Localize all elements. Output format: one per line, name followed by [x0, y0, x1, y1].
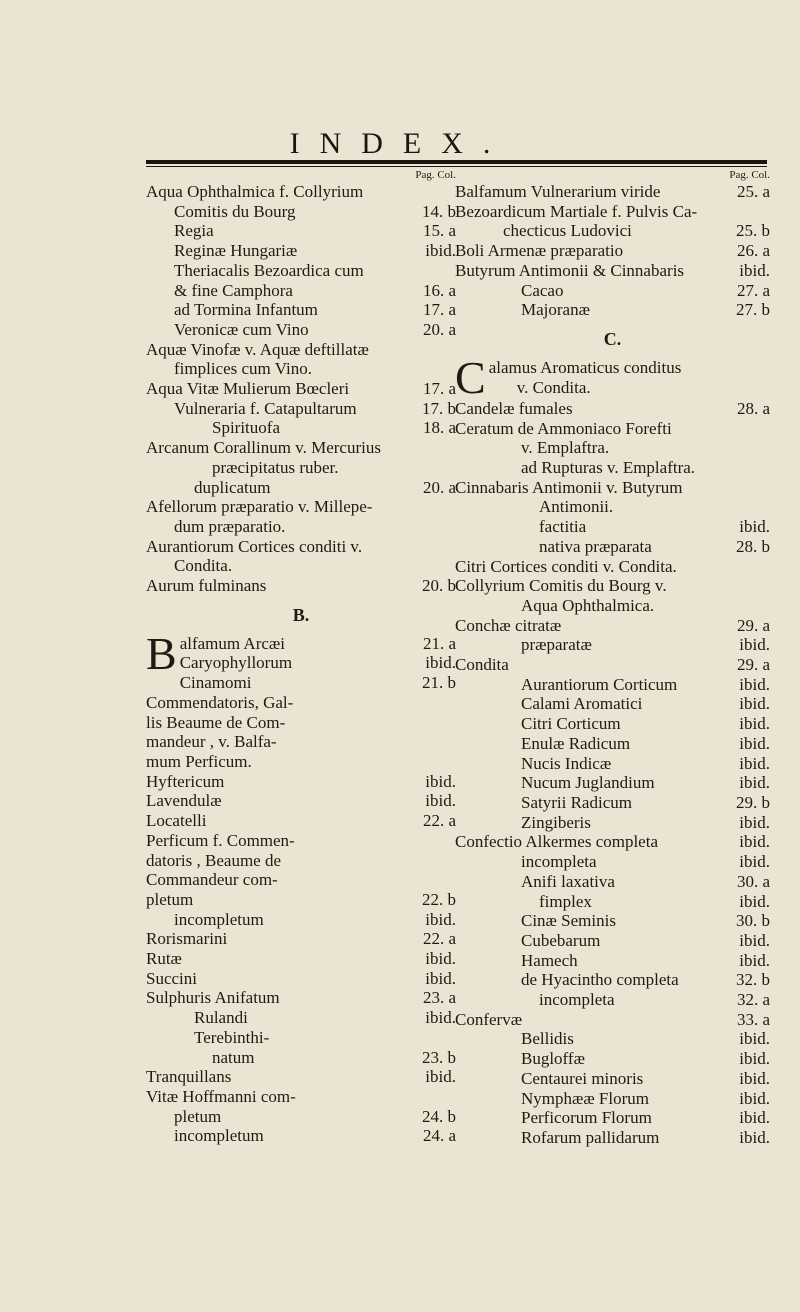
- entry-page-ref: ibid.: [739, 1068, 770, 1088]
- entry-text: pletum: [174, 1106, 222, 1126]
- index-entry: [455, 832, 770, 852]
- entry-page-ref: 29. a: [736, 615, 770, 635]
- entry-page-ref: ibid.: [425, 909, 456, 929]
- entry-page-ref: 24. a: [422, 1126, 456, 1146]
- entry-page-ref: 20. a: [422, 477, 456, 497]
- index-entry: [455, 537, 770, 557]
- entry-text: Zingiberis: [521, 812, 591, 832]
- entry-page-ref: 21. a: [422, 633, 456, 653]
- entry-text: Terebinthi-: [194, 1027, 270, 1047]
- index-entry: [146, 537, 456, 557]
- index-entry: [455, 675, 770, 695]
- index-entry: [146, 300, 456, 320]
- entry-page-ref: ibid.: [739, 517, 770, 537]
- entry-text: Spirituofa: [212, 418, 280, 438]
- index-entry: [455, 1010, 770, 1030]
- index-entry: [146, 1067, 456, 1087]
- entry-text: Cinæ Seminis: [521, 911, 616, 931]
- entry-page-ref: ibid.: [425, 968, 456, 988]
- entry-text: v. Emplaftra.: [521, 438, 610, 458]
- entry-text: Majoranæ: [521, 300, 590, 320]
- entry-text: incompletum: [174, 1126, 264, 1146]
- entry-text: factitia: [539, 517, 587, 537]
- left-column-heading: Pag. Col.: [415, 169, 456, 181]
- index-entry: [455, 1089, 770, 1109]
- entry-text: alamus Aromaticus conditus: [488, 357, 682, 377]
- right-entries-continued: [455, 399, 770, 1148]
- index-entry: [146, 478, 456, 498]
- entry-page-ref: 30. a: [736, 871, 770, 891]
- index-entry: [146, 693, 456, 713]
- entry-page-ref: ibid.: [739, 812, 770, 832]
- entry-text: Commandeur com-: [146, 870, 278, 890]
- page-title: INDEX.: [289, 127, 511, 160]
- entry-page-ref: 16. a: [422, 280, 456, 300]
- entry-page-ref: 20. a: [422, 319, 456, 339]
- entry-page-ref: ibid.: [739, 891, 770, 911]
- entry-page-ref: ibid.: [739, 1029, 770, 1049]
- entry-text: Cacao: [521, 280, 564, 300]
- entry-text: Hyftericum: [146, 771, 225, 791]
- entry-text: Antimonii.: [539, 497, 614, 517]
- entry-page-ref: ibid.: [739, 773, 770, 793]
- section-c-block: [455, 358, 770, 399]
- index-entry: [146, 241, 456, 261]
- entry-text: Locatelli: [146, 811, 207, 831]
- index-entry: [146, 1087, 456, 1107]
- index-entry: [455, 517, 770, 537]
- index-entry: [455, 813, 770, 833]
- entry-text: Confervæ: [455, 1009, 523, 1029]
- entry-page-ref: 22. b: [422, 889, 456, 909]
- entry-page-ref: 28. b: [736, 536, 770, 556]
- entry-text: Enulæ Radicum: [521, 733, 631, 753]
- index-entry: [146, 713, 456, 733]
- entry-page-ref: ibid.: [739, 930, 770, 950]
- entry-text: incompleta: [539, 990, 615, 1010]
- index-entry: [146, 182, 456, 202]
- entry-text: Comitis du Bourg: [174, 201, 296, 221]
- index-entry: [146, 752, 456, 772]
- index-entry: [455, 734, 770, 754]
- entry-text: Rutæ: [146, 949, 182, 969]
- index-entry: [455, 635, 770, 655]
- entry-text: Satyrii Radicum: [521, 792, 632, 812]
- entry-text: Theriacalis Bezoardica cum: [174, 260, 364, 280]
- index-entry: [455, 1108, 770, 1128]
- index-entry: [455, 793, 770, 813]
- entry-page-ref: ibid.: [739, 1108, 770, 1128]
- entry-page-ref: ibid.: [739, 635, 770, 655]
- entry-page-ref: ibid.: [739, 260, 770, 280]
- entry-text: præparatæ: [521, 635, 592, 655]
- entry-text: incompletum: [174, 909, 264, 929]
- entry-text: lis Beaume de Com-: [146, 712, 286, 732]
- entry-text: alfamum Arcæi: [179, 633, 285, 653]
- index-entry: [455, 1029, 770, 1049]
- entry-text: Commendatoris, Gal-: [146, 692, 294, 712]
- entry-text: Anifi laxativa: [521, 871, 615, 891]
- index-entry: [146, 1048, 456, 1068]
- entry-text: Cinnabaris Antimonii v. Butyrum: [455, 477, 683, 497]
- entry-page-ref: 29. a: [736, 655, 770, 675]
- entry-page-ref: 28. a: [736, 398, 770, 418]
- entry-text: Cubebarum: [521, 930, 601, 950]
- index-entry: [455, 892, 770, 912]
- index-entry: [146, 988, 456, 1008]
- entry-page-ref: ibid.: [739, 1088, 770, 1108]
- entry-page-ref: 32. b: [736, 970, 770, 990]
- entry-text: mandeur , v. Balfa-: [146, 732, 277, 752]
- entry-page-ref: 32. a: [736, 990, 770, 1010]
- index-entry: [455, 399, 770, 419]
- index-entry: [455, 497, 770, 517]
- index-entry: [455, 911, 770, 931]
- entry-page-ref: 27. b: [736, 300, 770, 320]
- entry-text: Aqua Vitæ Mulierum Bœcleri: [146, 379, 350, 399]
- header-rule-thin: [146, 166, 767, 167]
- entry-text: Succini: [146, 968, 197, 988]
- index-entry: [455, 182, 770, 202]
- section-b-initial: B: [146, 633, 177, 679]
- index-entry: [455, 990, 770, 1010]
- index-entry: [146, 261, 456, 281]
- index-entry: [455, 557, 770, 577]
- index-entry: [146, 221, 456, 241]
- index-entry: [489, 358, 770, 378]
- entry-text: natum: [212, 1047, 255, 1067]
- entry-text: Conchæ citratæ: [455, 615, 562, 635]
- index-entry: [455, 1049, 770, 1069]
- entry-page-ref: 20. b: [422, 576, 456, 596]
- index-entry: [455, 241, 770, 261]
- right-column: [455, 168, 770, 1148]
- entry-page-ref: ibid.: [739, 733, 770, 753]
- index-entry: [455, 931, 770, 951]
- entry-text: datoris , Beaume de: [146, 850, 282, 870]
- entry-text: nativa præparata: [539, 536, 652, 556]
- index-entry: [180, 634, 456, 654]
- index-entry: [455, 576, 770, 596]
- index-entry: [455, 773, 770, 793]
- entry-text: Cinamomi: [179, 673, 252, 693]
- header-rule-thick: [146, 160, 767, 164]
- entry-page-ref: 26. a: [736, 241, 770, 261]
- entry-text: Perficum f. Commen-: [146, 830, 295, 850]
- entry-page-ref: ibid.: [739, 753, 770, 773]
- index-entry: [489, 378, 770, 398]
- entry-text: Rofarum pallidarum: [521, 1127, 660, 1147]
- index-entry: [146, 811, 456, 831]
- entry-text: Citri Cortices conditi v. Condita.: [455, 556, 677, 576]
- entry-page-ref: ibid.: [425, 653, 456, 673]
- entry-text: checticus Ludovici: [503, 221, 632, 241]
- index-entry: [146, 359, 456, 379]
- index-entry: [180, 653, 456, 673]
- index-entry: [146, 556, 456, 576]
- index-entry: [146, 340, 456, 360]
- entry-page-ref: ibid.: [739, 714, 770, 734]
- index-entry: [455, 754, 770, 774]
- index-entry: [455, 221, 770, 241]
- index-entry: [146, 438, 456, 458]
- index-entry: [146, 1107, 456, 1127]
- index-entry: [146, 418, 456, 438]
- index-entry: [146, 517, 456, 537]
- entry-page-ref: ibid.: [425, 1067, 456, 1087]
- entry-text: pletum: [146, 889, 194, 909]
- index-entry: [146, 1028, 456, 1048]
- entry-text: Regia: [174, 221, 214, 241]
- entry-text: fimplices cum Vino.: [174, 359, 312, 379]
- entry-text: Aurantiorum Corticum: [521, 674, 678, 694]
- entry-text: ad Rupturas v. Emplaftra.: [521, 458, 696, 478]
- entry-text: Vitæ Hoffmanni com-: [146, 1086, 296, 1106]
- entry-text: Nymphææ Florum: [521, 1088, 649, 1108]
- entry-page-ref: 21. b: [422, 673, 456, 693]
- entry-text: Hamech: [521, 950, 578, 970]
- entry-text: Calami Aromatici: [521, 694, 643, 714]
- entry-text: Collyrium Comitis du Bourg v.: [455, 576, 667, 596]
- section-c-heading: C.: [603, 328, 622, 349]
- entry-text: Aqua Ophthalmica f. Collyrium: [146, 182, 364, 201]
- entry-page-ref: 23. b: [422, 1047, 456, 1067]
- entry-text: de Hyacintho completa: [521, 970, 679, 990]
- entry-text: Bellidis: [521, 1029, 574, 1049]
- entry-text: v. Condita.: [516, 377, 591, 397]
- entry-page-ref: 25. b: [736, 221, 770, 241]
- entry-text: Aqua Ophthalmica.: [521, 595, 655, 615]
- entry-text: Nucum Juglandium: [521, 773, 655, 793]
- index-entry: [146, 772, 456, 792]
- entry-text: Caryophyllorum: [179, 653, 293, 673]
- index-entry: [455, 478, 770, 498]
- index-entry: [455, 281, 770, 301]
- entry-text: Boli Armenæ præparatio: [455, 241, 624, 261]
- entry-text: mum Perficum.: [146, 751, 252, 771]
- entry-page-ref: 23. a: [422, 988, 456, 1008]
- index-entry: [146, 576, 456, 596]
- left-entries: [146, 182, 456, 596]
- entry-text: Aurum fulminans: [146, 576, 267, 596]
- index-entry: [455, 872, 770, 892]
- entry-page-ref: ibid.: [739, 832, 770, 852]
- entry-page-ref: ibid.: [739, 1049, 770, 1069]
- entry-text: Arcanum Corallinum v. Mercurius: [146, 438, 381, 458]
- section-c-entries: [455, 358, 770, 397]
- index-entry: [455, 300, 770, 320]
- entry-page-ref: 17. a: [422, 300, 456, 320]
- entry-page-ref: 25. a: [736, 182, 770, 201]
- index-entry: [146, 969, 456, 989]
- index-entry: [146, 1008, 456, 1028]
- entry-page-ref: ibid.: [739, 694, 770, 714]
- index-entry: [146, 949, 456, 969]
- entry-page-ref: 18. a: [422, 418, 456, 438]
- section-b-heading: B.: [292, 604, 310, 625]
- entry-page-ref: 24. b: [422, 1106, 456, 1126]
- right-column-heading: Pag. Col.: [729, 169, 770, 181]
- index-entry: [146, 851, 456, 871]
- index-entry: [146, 202, 456, 222]
- entry-page-ref: ibid.: [425, 791, 456, 811]
- entry-text: præcipitatus ruber.: [212, 457, 339, 477]
- index-entry: [146, 870, 456, 890]
- entry-text: & fine Camphora: [174, 280, 293, 300]
- entry-text: Afellorum præparatio v. Millepe-: [146, 497, 373, 517]
- index-entry: [146, 1126, 456, 1146]
- entry-text: Balfamum Vulnerarium viride: [455, 182, 661, 201]
- entry-page-ref: ibid.: [739, 852, 770, 872]
- entry-page-ref: 17. a: [422, 379, 456, 399]
- index-entry: [455, 970, 770, 990]
- entry-text: Ceratum de Ammoniaco Forefti: [455, 418, 672, 438]
- entry-text: Nucis Indicæ: [521, 753, 612, 773]
- section-b-block: [146, 634, 456, 1146]
- index-entry: [146, 890, 456, 910]
- entry-page-ref: ibid.: [425, 241, 456, 261]
- entry-text: ad Tormina Infantum: [174, 300, 318, 320]
- entry-page-ref: 29. b: [736, 792, 770, 812]
- entry-text: Lavendulæ: [146, 791, 222, 811]
- entry-text: Reginæ Hungariæ: [174, 241, 298, 261]
- index-entry: [455, 202, 770, 222]
- index-entry: [455, 852, 770, 872]
- index-entry: [455, 714, 770, 734]
- entry-page-ref: 30. b: [736, 911, 770, 931]
- entry-text: Veronicæ cum Vino: [174, 319, 309, 339]
- entry-page-ref: 22. a: [422, 929, 456, 949]
- index-entry: [146, 320, 456, 340]
- index-entry: [180, 673, 456, 693]
- entry-page-ref: 15. a: [422, 221, 456, 241]
- entry-text: incompleta: [521, 852, 597, 872]
- index-entry: [146, 831, 456, 851]
- index-entry: [455, 951, 770, 971]
- entry-text: Centaurei minoris: [521, 1068, 644, 1088]
- index-entry: [455, 438, 770, 458]
- index-entry: [455, 1069, 770, 1089]
- entry-text: Condita.: [174, 556, 233, 576]
- entry-text: Aquæ Vinofæ v. Aquæ deftillatæ: [146, 339, 369, 359]
- entry-text: fimplex: [539, 891, 592, 911]
- entry-page-ref: 27. a: [736, 280, 770, 300]
- index-entry: [455, 694, 770, 714]
- index-entry: [146, 399, 456, 419]
- index-entry: [146, 791, 456, 811]
- right-entries: [455, 182, 770, 320]
- entry-text: Rorismarini: [146, 929, 228, 949]
- entry-text: Sulphuris Anifatum: [146, 988, 280, 1008]
- entry-page-ref: 33. a: [736, 1009, 770, 1029]
- entry-page-ref: ibid.: [739, 950, 770, 970]
- entry-text: dum præparatio.: [174, 516, 286, 536]
- index-entry: [146, 929, 456, 949]
- index-entry: [146, 910, 456, 930]
- entry-text: Aurantiorum Cortices conditi v.: [146, 536, 363, 556]
- index-entry: [146, 458, 456, 478]
- index-entry: [146, 281, 456, 301]
- section-b-entries: [146, 634, 456, 1146]
- index-entry: [455, 616, 770, 636]
- entry-page-ref: 22. a: [422, 811, 456, 831]
- entry-page-ref: ibid.: [425, 949, 456, 969]
- entry-text: Vulneraria f. Catapultarum: [174, 398, 357, 418]
- entry-text: Confectio Alkermes completa: [455, 832, 658, 852]
- left-column: [146, 168, 456, 1146]
- entry-text: Condita: [455, 655, 509, 675]
- entry-text: Perficorum Florum: [521, 1108, 652, 1128]
- entry-page-ref: ibid.: [739, 1127, 770, 1147]
- entry-text: Citri Corticum: [521, 714, 621, 734]
- index-entry: [455, 419, 770, 439]
- index-entry: [146, 379, 456, 399]
- entry-text: Butyrum Antimonii & Cinnabaris: [455, 260, 685, 280]
- entry-page-ref: 17. b: [422, 398, 456, 418]
- entry-text: duplicatum: [194, 477, 271, 497]
- index-entry: [455, 1128, 770, 1148]
- entry-page-ref: 14. b: [422, 201, 456, 221]
- entry-text: Bugloffæ: [521, 1049, 585, 1069]
- index-entry: [146, 497, 456, 517]
- section-c-initial: C: [455, 357, 486, 399]
- index-entry: [455, 458, 770, 478]
- entry-text: Candelæ fumales: [455, 398, 573, 418]
- entry-page-ref: ibid.: [425, 1008, 456, 1028]
- entry-page-ref: ibid.: [739, 674, 770, 694]
- entry-text: Tranquillans: [146, 1067, 232, 1087]
- entry-page-ref: ibid.: [425, 771, 456, 791]
- index-entry: [146, 732, 456, 752]
- index-entry: [455, 655, 770, 675]
- index-entry: [455, 596, 770, 616]
- entry-text: Bezoardicum Martiale f. Pulvis Ca-: [455, 201, 698, 221]
- entry-text: Rulandi: [194, 1008, 248, 1028]
- index-entry: [455, 261, 770, 281]
